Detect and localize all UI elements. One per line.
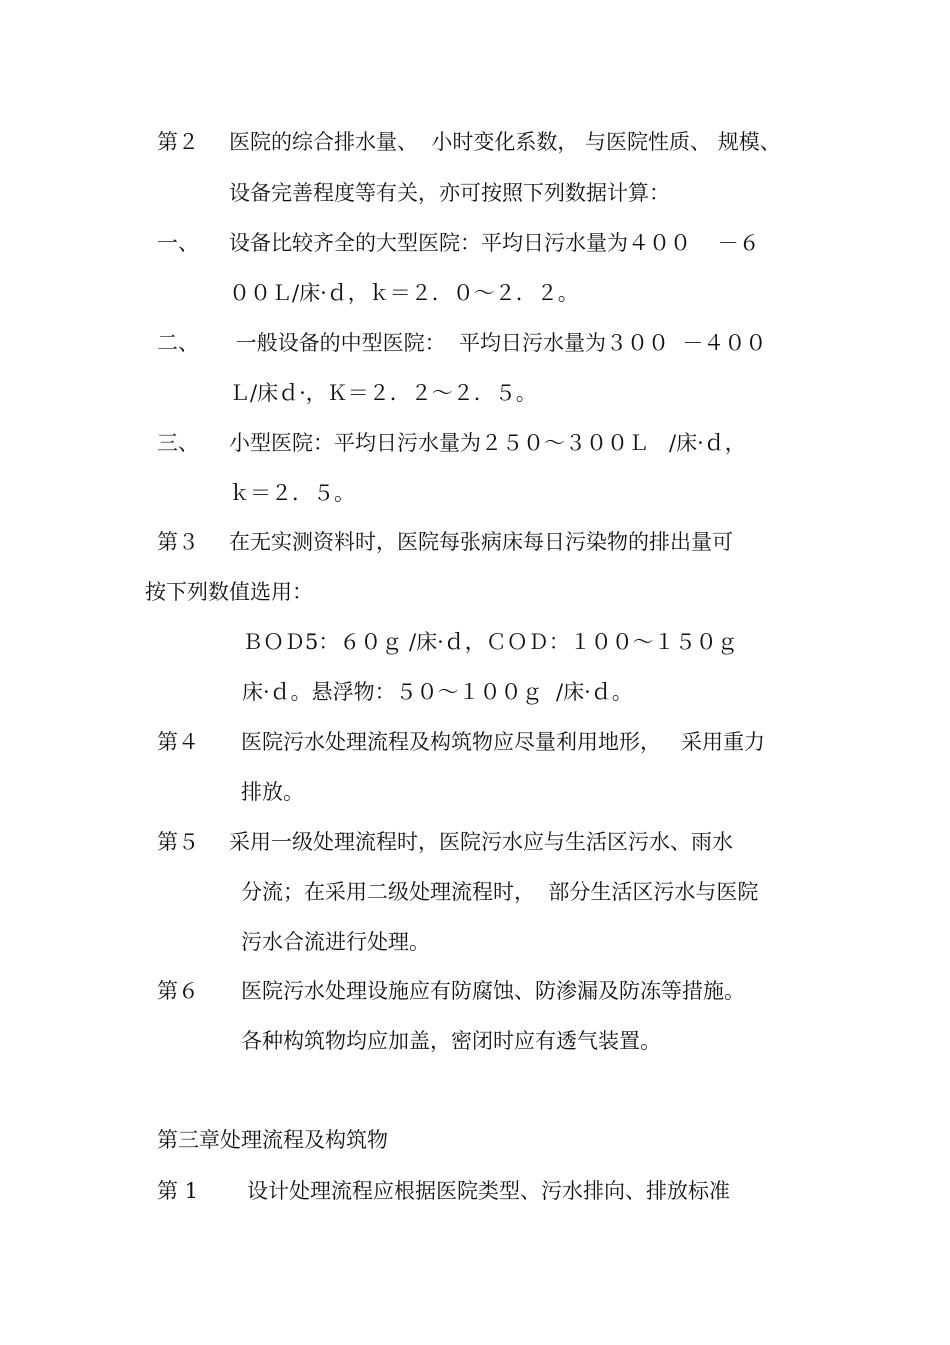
article-text-line: 分流；在采用二级处理流程时， 部分生活区污水与医院 (241, 880, 759, 904)
article-text-line: 按下列数值选用： (145, 580, 313, 604)
article-number: 第４ (157, 730, 199, 754)
article-text-line: ＢＯＤ5：６０ｇ /床·ｄ，ＣＯＤ：１００～１５０ｇ (242, 630, 738, 654)
item-text-line: Ｌ/床ｄ·，Ｋ＝２．２～２．５。 (229, 381, 537, 405)
article-text-line: 采用一级处理流程时，医院污水应与生活区污水、雨水 (229, 830, 733, 854)
article-text-line: 床·ｄ。悬浮物：５０～１００ｇ /床·ｄ。 (242, 680, 633, 704)
item-number: 三、 (157, 431, 199, 455)
item-text-line: ００Ｌ/床·ｄ，ｋ＝２．０～２．２。 (229, 281, 579, 305)
item-text-line: 设备比较齐全的大型医院：平均日污水量为４００ －６ (229, 231, 760, 255)
article-text-line: 医院污水处理流程及构筑物应尽量利用地形， 采用重力 (241, 730, 766, 754)
item-number: 二、 (157, 331, 199, 355)
article-number: 第６ (157, 979, 199, 1003)
article-number: 第 1 (157, 1179, 199, 1203)
article-number: 第５ (157, 830, 199, 854)
article-number: 第２ (157, 130, 199, 154)
item-number: 一、 (157, 231, 199, 255)
item-text-line: ｋ＝２．５。 (229, 481, 355, 505)
chapter-title: 第三章处理流程及构筑物 (157, 1128, 388, 1152)
item-text-line: 小型医院：平均日污水量为２５０～３００Ｌ /床·ｄ， (229, 431, 746, 455)
article-text-line: 在无实测资料时，医院每张病床每日污染物的排出量可 (229, 530, 733, 554)
article-text-line: 设备完善程度等有关，亦可按照下列数据计算： (229, 181, 670, 205)
article-text-line: 各种构筑物均应加盖，密闭时应有透气装置。 (241, 1029, 661, 1053)
article-text-line: 污水合流进行处理。 (241, 930, 430, 954)
article-text-line: 设计处理流程应根据医院类型、污水排向、排放标准 (247, 1179, 730, 1203)
article-text-line: 排放。 (241, 780, 304, 804)
article-text-line: 医院的综合排水量、 小时变化系数， 与医院性质、 规模、 (229, 130, 781, 154)
article-number: 第３ (157, 530, 199, 554)
item-text-line: 一般设备的中型医院： 平均日污水量为３００ －４００ (229, 331, 767, 355)
article-text-line: 医院污水处理设施应有防腐蚀、防渗漏及防冻等措施。 (241, 979, 745, 1003)
